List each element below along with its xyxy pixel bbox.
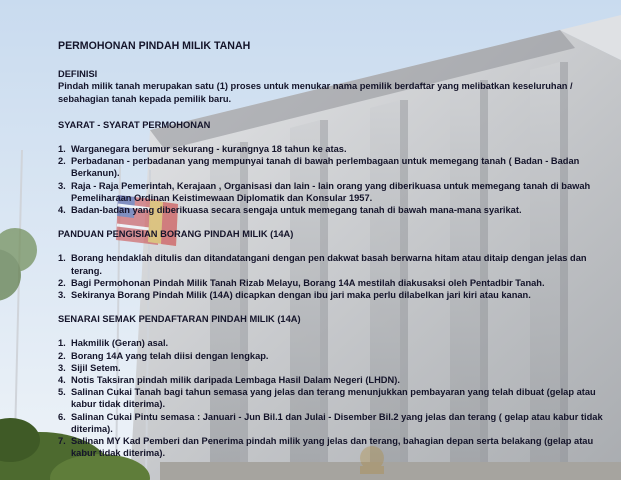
list-item: 7. Salinan MY Kad Pemberi dan Penerima pindah milik yang jelas dan terang, bahagian depan serta belakang (gelap atau kabur tidak diterima). (58, 436, 594, 459)
list-item: 2. Bagi Permohonan Pindah Milik Tanah Rizab Melayu, Borang 14A mestilah diakusaksi oleh Pentadbir Tanah. (58, 277, 545, 288)
section-heading-panduan: PANDUAN PENGISIAN BORANG PINDAH MILIK (14A) (58, 229, 294, 240)
list-item: 1. Borang hendaklah ditulis dan ditandatangani dengan pen dakwat basah berwarna hitam atau ditaip dengan jelas dan terang. (58, 253, 587, 276)
section-heading-syarat: SYARAT - SYARAT PERMOHONAN (58, 119, 211, 130)
list-item: 3. Sekiranya Borang Pindah Milik (14A) dicapkan dengan ibu jari maka perlu dilabelkan jari kiri atau kanan. (58, 290, 531, 301)
panduan-list (58, 252, 608, 301)
section-heading-senarai-semak: SENARAI SEMAK PENDAFTARAN PINDAH MILIK (14A) (58, 314, 301, 325)
senarai-semak-list (58, 337, 608, 459)
syarat-list (58, 143, 608, 216)
list-item: 3. Sijil Setem. (58, 362, 121, 373)
list-item: 3. Raja - Raja Pemerintah, Kerajaan , Organisasi dan lain - lain orang yang diberikuasa untuk memegang tanah di bawah Pemeliharaan Ordinan Keistimewaan Diplomatik dan Konsular 1957. (58, 180, 591, 203)
list-item: 1. Warganegara berumur sekurang - kurangnya 18 tahun ke atas. (58, 144, 347, 155)
list-item: 1. Hakmilik (Geran) asal. (58, 338, 169, 349)
list-item: 2. Perbadanan - perbadanan yang mempunyai tanah di bawah perlembagaan untuk memegang tanah ( Badan - Badan Berkanun). (58, 156, 580, 179)
document-content (58, 40, 608, 459)
list-item: 4. Notis Taksiran pindah milik daripada Lembaga Hasil Dalam Negeri (LHDN). (58, 375, 400, 386)
section-heading-definisi: DEFINISI (58, 69, 98, 80)
list-item: 6. Salinan Cukai Pintu semasa : Januari - Jun Bil.1 dan Julai - Disember Bil.2 yang jelas dan terang ( gelap atau kabur tidak diterima). (58, 411, 603, 434)
definition-text: Pindah milik tanah merupakan satu (1) proses untuk menukar nama pemilik berdaftar yang melibatkan keseluruhan / sebahagian tanah kepada pemilik baru. (58, 81, 573, 104)
page-title: PERMOHONAN PINDAH MILIK TANAH (58, 40, 251, 52)
list-item: 5. Salinan Cukai Tanah bagi tahun semasa yang jelas dan terang menunjukkan pembayaran yang telah dibuat (gelap atau kabur tidak diterima). (58, 387, 596, 410)
list-item: 2. Borang 14A yang telah diisi dengan lengkap. (58, 350, 269, 361)
list-item: 4. Badan-badan yang diberikuasa secara sengaja untuk memegang tanah di bawah mana-mana syarikat. (58, 205, 522, 216)
